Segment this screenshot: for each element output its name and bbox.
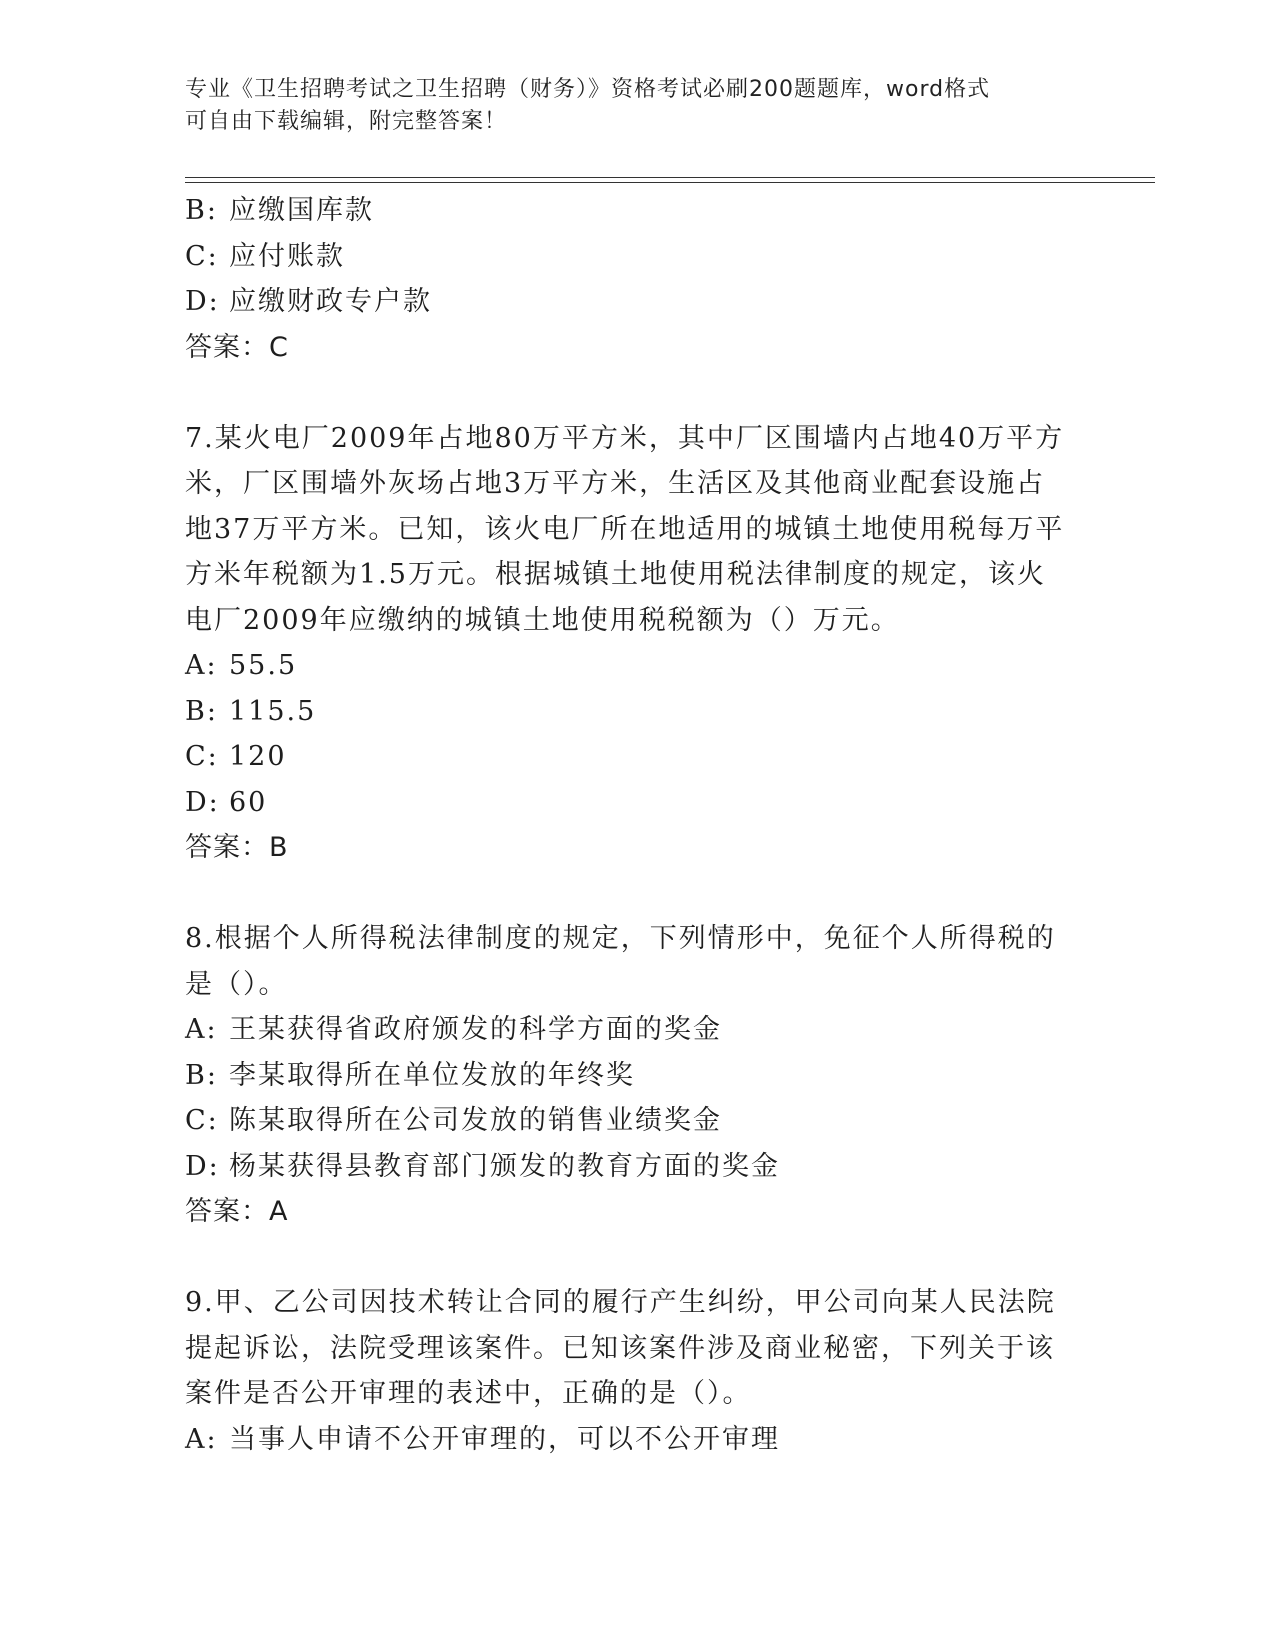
question-text-line: 电厂2009年应缴纳的城镇土地使用税税额为（）万元。 (185, 604, 900, 636)
question-9 (185, 1280, 1070, 1462)
answer-line: 答案：C (185, 331, 289, 363)
question-6-tail (185, 188, 1070, 370)
spacer (185, 370, 1070, 416)
option-d: D: 60 (185, 786, 268, 818)
option-c: C: 陈某取得所在公司发放的销售业绩奖金 (185, 1105, 722, 1136)
option-a: A: 当事人申请不公开审理的，可以不公开审理 (185, 1423, 780, 1455)
header-line-2: 可自由下载编辑，附完整答案！ (185, 109, 508, 134)
question-text-line: 米，厂区围墙外灰场占地3万平方米，生活区及其他商业配套设施占 (185, 468, 1046, 499)
answer-line: 答案：A (185, 1196, 289, 1227)
option-b: B: 应缴国库款 (185, 195, 374, 226)
option-b: B: 李某取得所在单位发放的年终奖 (185, 1059, 635, 1091)
header-line-1: 专业《卫生招聘考试之卫生招聘（财务）》资格考试必刷200题题库，word格式 (185, 77, 991, 102)
question-text-line: 方米年税额为1.5万元。根据城镇土地使用税法律制度的规定，该火 (185, 559, 1046, 590)
question-text-line: 地37万平方米。已知，该火电厂所在地适用的城镇土地使用税每万平 (185, 513, 1065, 545)
document-header (185, 74, 1065, 138)
option-c: C: 应付账款 (185, 240, 345, 272)
question-8 (185, 916, 1070, 1235)
question-text-line: 案件是否公开审理的表述中，正确的是（）。 (185, 1378, 752, 1409)
option-a: A: 王某获得省政府颁发的科学方面的奖金 (185, 1014, 722, 1045)
header-divider-thin (185, 177, 1155, 178)
option-d: D: 杨某获得县教育部门颁发的教育方面的奖金 (185, 1150, 780, 1182)
question-text-line: 9.甲、乙公司因技术转让合同的履行产生纠纷，甲公司向某人民法院 (185, 1287, 1056, 1318)
spacer (185, 1235, 1070, 1281)
question-text-line: 8.根据个人所得税法律制度的规定，下列情形中，免征个人所得税的 (185, 923, 1056, 954)
option-c: C: 120 (185, 741, 287, 772)
document-body (185, 188, 1070, 1462)
option-b: B: 115.5 (185, 695, 317, 727)
question-text-line: 是（）。 (185, 968, 288, 1000)
question-text-line: 提起诉讼，法院受理该案件。已知该案件涉及商业秘密，下列关于该 (185, 1332, 1055, 1364)
question-7 (185, 416, 1070, 871)
question-text-line: 7.某火电厂2009年占地80万平方米，其中厂区围墙内占地40万平方 (185, 422, 1065, 454)
header-divider-thick (185, 182, 1155, 183)
answer-line: 答案：B (185, 832, 289, 863)
option-d: D: 应缴财政专户款 (185, 286, 432, 317)
spacer (185, 871, 1070, 917)
option-a: A: 55.5 (185, 650, 298, 681)
